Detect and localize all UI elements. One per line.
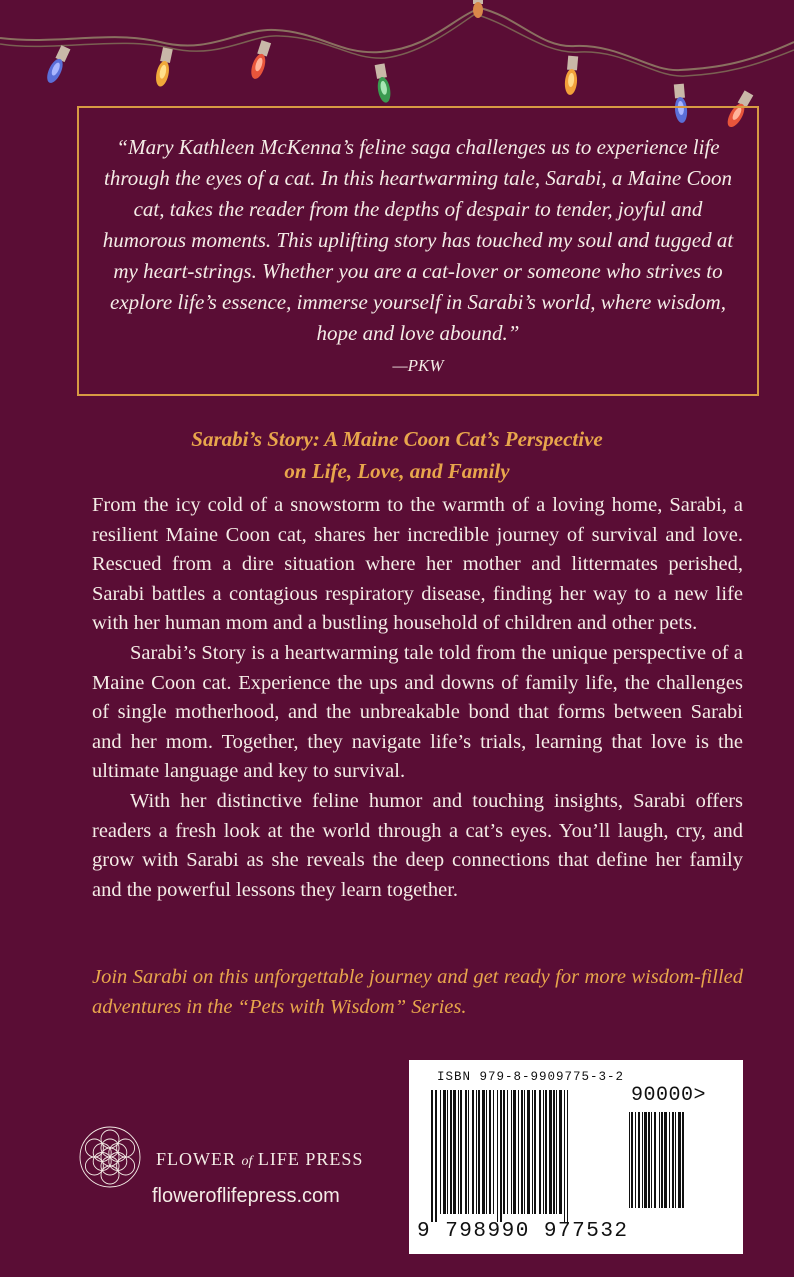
barcode-bar <box>503 1090 505 1214</box>
light-bulb <box>44 45 71 85</box>
barcode-bar <box>460 1090 462 1214</box>
barcode-bar <box>511 1090 512 1214</box>
barcode-bar <box>631 1112 633 1208</box>
barcode-bar <box>489 1090 491 1214</box>
light-bulb <box>564 56 579 96</box>
barcode-bar <box>521 1090 523 1214</box>
barcode-bar <box>664 1112 667 1208</box>
barcode-bar <box>682 1112 684 1208</box>
barcode-bar <box>450 1090 452 1214</box>
barcode-bar <box>518 1090 519 1214</box>
barcode-bar <box>638 1112 640 1208</box>
barcode-bar <box>635 1112 636 1208</box>
barcode-bar <box>476 1090 477 1214</box>
barcode-bar <box>527 1090 530 1214</box>
barcode-bar <box>534 1090 536 1214</box>
endorsement-quote: “Mary Kathleen McKenna’s feline saga challenges us to experience life through the eyes of a cat. In this heartwarming tale, Sarabi, a Maine Coon cat, takes the reader from the depths of despair to tender, joyful and humorous moments. This uplifting story has touched my soul and tugged at my heart-strings. Whether you are a cat-lover or someone who strives to explore life’s essence, immerse yourself in Sarabi’s world, where wisdom, hope and love abound.” <box>102 135 734 345</box>
barcode-bar <box>431 1090 433 1222</box>
barcode-bar <box>443 1090 446 1214</box>
barcode-bar <box>453 1090 456 1214</box>
barcode-bar <box>447 1090 448 1214</box>
closing-tagline: Join Sarabi on this unforgettable journey and get ready for more wisdom-filled adventures in the “Pets with Wisdom” Series. <box>92 966 743 1018</box>
flower-of-life-icon <box>78 1125 142 1189</box>
isbn-number: ISBN 979-8-9909775-3-2 <box>437 1070 625 1084</box>
publisher-block <box>78 1125 398 1235</box>
isbn-barcode <box>409 1060 743 1254</box>
barcode-bar <box>559 1090 562 1214</box>
price-code-bars <box>629 1112 729 1222</box>
barcode-bar <box>435 1090 437 1222</box>
barcode-bar <box>553 1090 555 1214</box>
barcode-bar <box>472 1090 474 1214</box>
book-description <box>92 491 743 905</box>
subtitle-line-1: Sarabi’s Story: A Maine Coon Cat’s Perspective <box>191 427 603 451</box>
barcode-bar <box>458 1090 459 1214</box>
barcode-bar <box>493 1090 494 1214</box>
barcode-bar <box>629 1112 630 1208</box>
barcode-bar <box>642 1112 643 1208</box>
publisher-website: floweroflifepress.com <box>152 1185 340 1207</box>
description-paragraph: From the icy cold of a snowstorm to the warmth of a loving home, Sarabi, a resilient Maine Coon cat, shares her incredible journey of survival and love. Rescued from a dire situation where her mother and littermates perished, Sarabi battles a contagious respiratory disease, finding her way to a new life with her human mom and a bustling household of children and other pets. <box>92 494 743 635</box>
barcode-bar <box>678 1112 681 1208</box>
subtitle-line-2: on Life, Love, and Family <box>284 459 510 483</box>
barcode-bar <box>654 1112 656 1208</box>
description-paragraph: With her distinctive feline humor and touching insights, Sarabi offers readers a fresh look at the world through a cat’s eyes. You’ll laugh, cry, and grow with Sarabi as she reveals the deep connections that define her family and the powerful lessons they learn together. <box>92 789 743 901</box>
barcode-bars <box>431 1090 621 1222</box>
ean-number: 9 798990 977532 <box>417 1220 629 1243</box>
endorsement-attribution: —PKW <box>392 356 444 375</box>
light-bulb <box>374 63 393 103</box>
barcode-bar <box>675 1112 676 1208</box>
barcode-bar <box>478 1090 480 1214</box>
book-subtitle <box>70 423 724 487</box>
barcode-bar <box>644 1112 647 1208</box>
barcode-bar <box>497 1090 498 1222</box>
light-bulb <box>473 0 483 18</box>
barcode-bar <box>545 1090 547 1214</box>
barcode-bar <box>482 1090 485 1214</box>
barcode-bar <box>669 1112 670 1208</box>
description-paragraph: Sarabi’s Story is a heartwarming tale told from the unique perspective of a Maine Coon cat. Experience the ups and downs of family life, the challenges of single motherhood, and the unbreakable bond that forms between Sarabi and her mom. Together, they navigate life’s trials, learning that love is the ultimate language and key to survival. <box>92 641 743 783</box>
barcode-bar <box>507 1090 508 1214</box>
light-bulb <box>154 47 174 88</box>
barcode-bar <box>440 1090 441 1214</box>
barcode-bar <box>549 1090 552 1214</box>
barcode-bar <box>539 1090 541 1214</box>
endorsement-box <box>77 106 759 396</box>
barcode-bar <box>648 1112 650 1208</box>
price-code: 90000> <box>631 1084 707 1107</box>
barcode-bar <box>567 1090 568 1222</box>
barcode-bar <box>465 1090 467 1214</box>
barcode-bar <box>661 1112 663 1208</box>
barcode-bar <box>556 1090 557 1214</box>
barcode-bar <box>672 1112 674 1208</box>
barcode-bar <box>524 1090 525 1214</box>
barcode-bar <box>468 1090 469 1214</box>
barcode-bar <box>500 1090 502 1222</box>
barcode-bar <box>513 1090 516 1214</box>
light-bulb <box>249 40 272 81</box>
barcode-bar <box>651 1112 652 1208</box>
barcode-bar <box>659 1112 660 1208</box>
barcode-bar <box>543 1090 544 1214</box>
publisher-name: FLOWER of LIFE PRESS <box>156 1149 364 1169</box>
barcode-bar <box>532 1090 533 1214</box>
barcode-bar <box>486 1090 487 1214</box>
barcode-bar <box>564 1090 565 1222</box>
